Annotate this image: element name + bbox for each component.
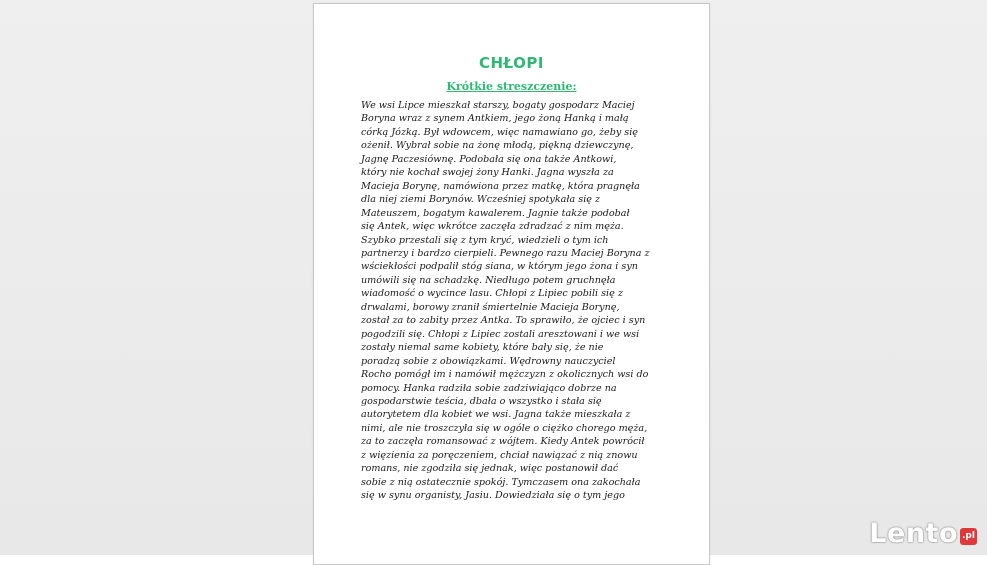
body-line: sobie z nią ostatecznie spokój. Tymczasem ona zakochała bbox=[361, 476, 641, 488]
body-line: Szybko przestali się z tym kryć, wiedzieli o tym ich bbox=[361, 234, 609, 246]
body-line: zostały niemal same kobiety, które bały się, że nie bbox=[361, 342, 604, 354]
body-line: córką Józką. Był wdowcem, więc namawiano go, żeby się bbox=[361, 126, 638, 138]
document-title: CHŁOPI bbox=[479, 54, 544, 72]
body-line: Macieja Borynę, namówiona przez matkę, która pragnęła bbox=[361, 180, 640, 192]
body-line: się Antek, więc wkrótce zaczęła zdradzać z nim męża. bbox=[361, 221, 624, 233]
document-subtitle: Krótkie streszczenie: bbox=[446, 80, 577, 93]
body-line: nimi, ale nie troszczyła się w ogóle o ciężko chorego męża, bbox=[361, 422, 648, 434]
body-line: wściekłości podpalił stóg siana, w którym jego żona i syn bbox=[361, 261, 638, 273]
body-line: gospodarstwie teścia, dbała o wszystko i stała się bbox=[361, 395, 602, 407]
body-line: pogodzili się. Chłopi z Lipiec zostali aresztowani i we wsi bbox=[361, 328, 640, 340]
lento-watermark bbox=[869, 518, 977, 549]
document-page bbox=[313, 3, 710, 565]
body-line: poradzą sobie z obowiązkami. Wędrowny nauczyciel bbox=[361, 355, 616, 367]
body-line: umówili się na schadzkę. Niedługo potem gruchnęła bbox=[361, 274, 616, 286]
body-line: autorytetem dla kobiet we wsi. Jagna także mieszkała z bbox=[361, 409, 631, 421]
body-line: romans, nie zgodziła się jednak, więc postanowił dać bbox=[361, 463, 619, 475]
body-line: został za to zabity przez Antka. To sprawiło, że ojciec i syn bbox=[361, 315, 646, 327]
body-line: który nie kochał swojej żony Hanki. Jagna wyszła za bbox=[361, 167, 614, 179]
document-body bbox=[361, 99, 665, 503]
body-line: drwalami, borowy zranił śmiertelnie Macieja Borynę, bbox=[361, 301, 620, 313]
body-line: dla niej ziemi Borynów. Wcześniej spotykała się z bbox=[361, 194, 601, 206]
watermark-badge: .pl bbox=[960, 528, 977, 545]
body-line: ożenił. Wybrał sobie na żonę młodą, piękną dziewczynę, bbox=[361, 140, 634, 152]
body-line: za to zaczęła romansować z wójtem. Kiedy Antek powrócił bbox=[361, 436, 645, 448]
body-line: się w synu organisty, Jasiu. Dowiedziała się o tym jego bbox=[361, 490, 625, 502]
body-line: Rocho pomógł im i namówił mężczyzn z okolicznych wsi do bbox=[361, 369, 649, 381]
body-line: Mateuszem, bogatym kawalerem. Jagnie także podobał bbox=[361, 207, 630, 219]
body-line: partnerzy i bardzo cierpieli. Pewnego razu Maciej Boryna z bbox=[361, 247, 650, 259]
body-line: Jagnę Paczesiównę. Podobała się ona także Antkowi, bbox=[361, 153, 617, 165]
body-line: pomocy. Hanka radziła sobie zadziwiająco dobrze na bbox=[361, 382, 617, 394]
body-line: wiadomość o wycince lasu. Chłopi z Lipiec pobili się z bbox=[361, 288, 623, 300]
body-line: Boryna wraz z synem Antkiem, jego żoną Hanką i małą bbox=[361, 113, 629, 125]
body-line: We wsi Lipce mieszkał starszy, bogaty gospodarz Maciej bbox=[361, 100, 635, 111]
body-line: z więzienia za poręczeniem, chciał nawiązać z nią znowu bbox=[361, 449, 638, 461]
watermark-text: Lento bbox=[869, 518, 958, 549]
